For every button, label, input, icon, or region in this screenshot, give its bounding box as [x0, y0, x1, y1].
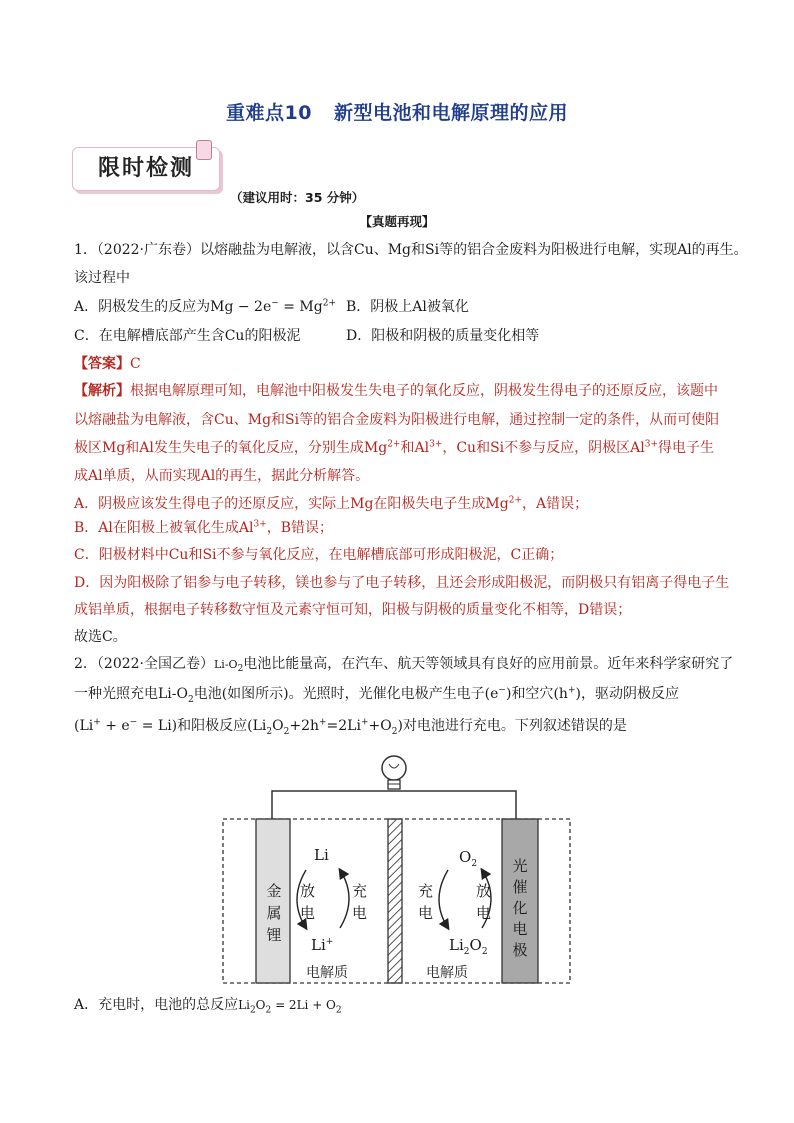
- battery-diagram: [0, 740, 794, 1000]
- charge-arrow-right: [439, 870, 448, 928]
- right-electrode-label: 光催化电极: [512, 857, 528, 959]
- light-bulb-icon: [382, 756, 406, 789]
- page-title: [0, 98, 794, 125]
- left-discharge-label: 放电: [300, 882, 316, 922]
- circuit-wire: [272, 791, 516, 819]
- q1-analysis-d1: D．因为阳极除了铝参与电子转移，镁也参与了电子转移，且还会形成阳极泥，而阴极只有铝离子得电子生: [74, 575, 730, 591]
- q1-conclusion: 故选C。: [74, 629, 127, 645]
- charge-arrow-left: [340, 870, 349, 928]
- left-electrolyte-label: 电解质: [306, 965, 348, 981]
- li2o2-label: $Li_2O_2$: [449, 936, 488, 957]
- q1-option-d: D．阳极和阴极的质量变化相等: [346, 328, 540, 344]
- right-electrolyte-label: 电解质: [426, 965, 468, 981]
- q2-stem-line1: 2．（2022·全国乙卷）$Li-O_2$电池比能量高，在汽车、航天等领域具有良好的应用前景。近年来科学家研究了: [74, 656, 734, 675]
- q1-analysis-line2: 以熔融盐为电解液，含Cu、Mg和Si等的铝合金废料为阳极进行电解，通过控制一定的条件，从而可使阳: [74, 412, 720, 428]
- separator-membrane: [388, 819, 402, 983]
- q1-analysis-line1: 【解析】根据电解原理可知，电解池中阳极发生失电子的氧化反应，阴极发生得电子的还原反应，该题中: [74, 383, 718, 399]
- q1-analysis-d2: 成铝单质，根据电子转移数守恒及元素守恒可知，阳极与阴极的质量变化不相等，D错误；: [74, 602, 632, 618]
- q1-analysis-line4: 成Al单质，从而实现Al的再生，据此分析解答。: [74, 468, 370, 484]
- q1-options-row2: [74, 326, 714, 346]
- li-ion-label: Li+: [311, 936, 334, 954]
- left-electrode-label: 金属锂: [266, 882, 282, 944]
- suggested-time: （建议用时：35 分钟）: [230, 190, 365, 205]
- q1-answer: 【答案】C: [74, 356, 141, 372]
- q2-option-a: A．充电时，电池的总反应$Li_2O_2 = 2Li + O_2$: [74, 997, 342, 1016]
- li-label: Li: [314, 846, 329, 864]
- paperclip-icon: [196, 140, 212, 160]
- q1-option-c: C．在电解槽底部产生含Cu的阳极泥: [74, 328, 301, 344]
- q1-option-b: B．阴极上Al被氧化: [346, 299, 469, 315]
- q1-option-a: A．阴极发生的反应为$Mg - 2e^- = Mg^{2+}$: [74, 298, 336, 315]
- q2-stem-line2: 一种光照充电$Li-O_2$电池(如图所示)。光照时，光催化电极产生电子(e−)和空穴(h+)，驱动阴极反应: [74, 685, 679, 705]
- q1-analysis-b: B．Al在阳极上被氧化生成$Al^{3+}$，B错误；: [74, 519, 334, 536]
- timed-test-badge: 限时检测: [72, 147, 220, 191]
- title-part1: 重难点10: [226, 102, 312, 124]
- o2-label: $O_2$: [459, 848, 478, 869]
- right-discharge-label: 放电: [476, 882, 492, 922]
- q2-stem-line3: (Li+ + e− = Li)和阳极反应$(Li_2O_2+2h^+=2Li^++O_2)$对电池进行充电。下列叙述错误的是: [74, 717, 627, 737]
- q1-analysis-c: C．阳极材料中Cu和Si不参与氧化反应，在电解槽底部可形成阳极泥，C正确；: [74, 547, 564, 563]
- q1-analysis-a: A．阴极应该发生得电子的还原反应，实际上Mg在阳极失电子生成$Mg^{2+}$，A错误；: [74, 495, 589, 512]
- right-charge-label: 充电: [418, 882, 434, 922]
- q1-analysis-line3: 极区Mg和Al发生失电子的氧化反应，分别生成$Mg^{2+}$和$Al^{3+}$，Cu和Si不参与反应，阴极区$Al^{3+}$得电子生: [74, 439, 715, 456]
- q1-stem-line2: 该过程中: [74, 270, 130, 286]
- q1-stem-line1: 1．（2022·广东卷）以熔融盐为电解液，以含Cu、Mg和Si等的铝合金废料为阳极进行电解，实现Al的再生。: [74, 242, 748, 258]
- left-charge-label: 充电: [352, 882, 368, 922]
- title-part2: 新型电池和电解原理的应用: [333, 102, 568, 124]
- q1-options-row1: [74, 297, 714, 317]
- section-heading: 【真题再现】: [359, 214, 435, 229]
